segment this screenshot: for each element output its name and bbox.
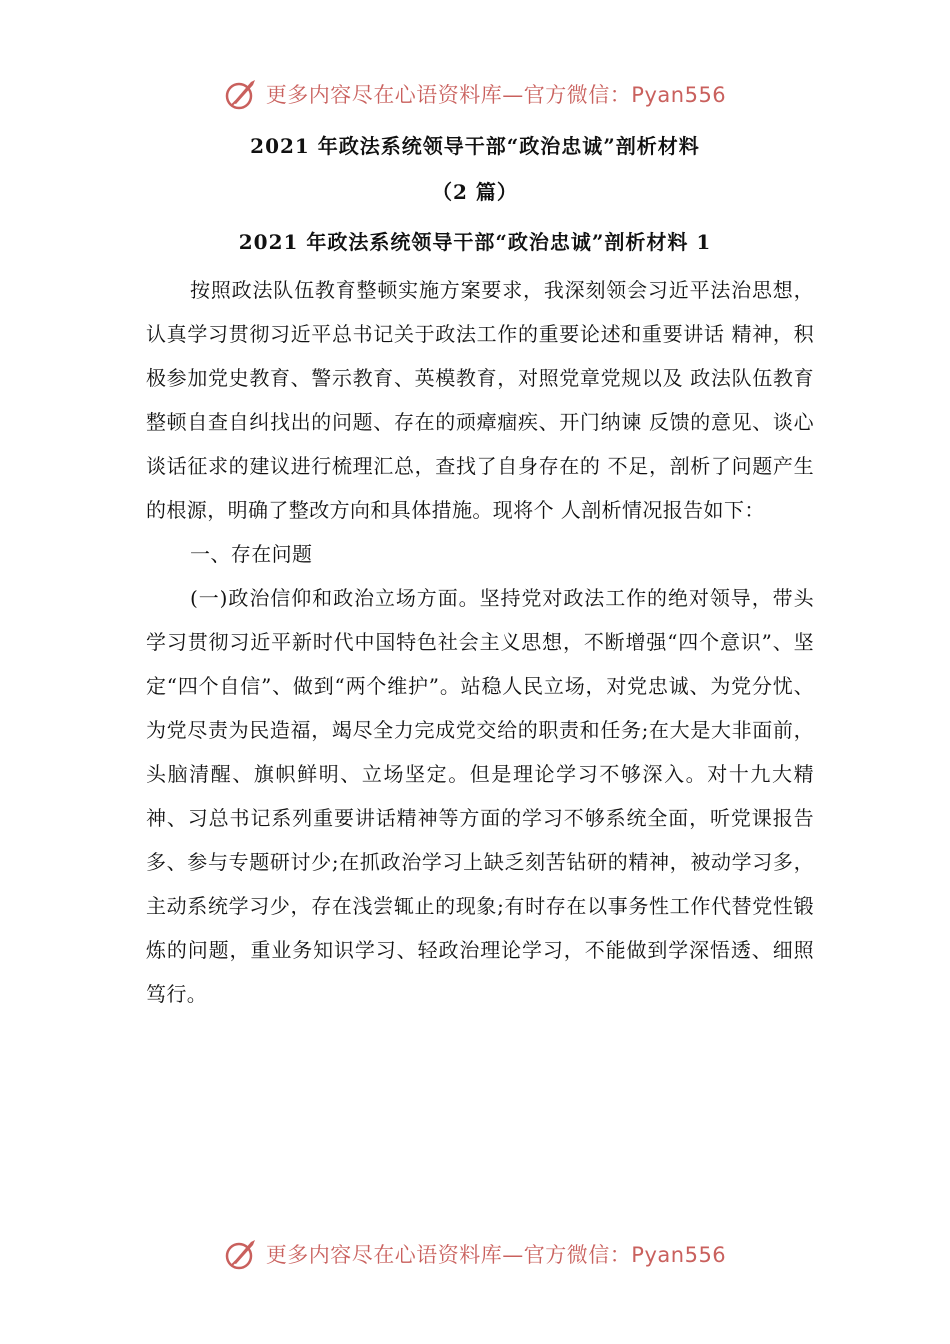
watermark-text: 更多内容尽在心语资料库—官方微信：Pyan556 — [265, 83, 727, 107]
document-subtitle: （2 篇） — [432, 180, 518, 204]
intro-paragraph: 按照政法队伍教育整顿实施方案要求，我深刻领会习近平法治思想，认真学习贯彻习近平总书记关于政法工作的重要论述和重要讲话 精神，积极参加党史教育、警示教育、英模教育，对照党章党规以及 政法队伍教育整顿自查自纠找出的问题、存在的顽瘴痼疾、开门纳谏 反馈的意见、谈心谈话征求的建议进行梳理汇总，查找了自身存在的 不足，剖析了问题产生的根源，明确了整改方向和具体措施。现将个 人剖析情况报告如下： — [146, 278, 814, 522]
document-title: 2021 年政法系统领导干部“政治忠诚”剖析材料 — [250, 134, 700, 158]
body-paragraph: (一)政治信仰和政治立场方面。坚持党对政法工作的绝对领导，带头学习贯彻习近平新时代中国特色社会主义思想，不断增强“四个意识”、坚定“四个自信”、做到“两个维护”。站稳人民立场，对党忠诚、为党分忧、为党尽责为民造福，竭尽全力完成党交给的职责和任务;在大是大非面前，头脑清醒、旗帜鲜明、立场坚定。但是理论学习不够深入。对十九大精神、习总书记系列重要讲话精神等方面的学习不够系统全面，听党课报告多、参与专题研讨少;在抓政治学习上缺乏刻苦钻研的精神，被动学习多，主动系统学习少，存在浅尝辄止的现象;有时存在以事务性工作代替党性锻炼的问题，重业务知识学习、轻政治理论学习，不能做到学深悟透、细照笃行。 — [146, 586, 814, 1006]
watermark-banner-top — [0, 72, 950, 116]
quill-logo-icon — [224, 1236, 260, 1272]
watermark-text: 更多内容尽在心语资料库—官方微信：Pyan556 — [265, 1243, 727, 1267]
quill-logo-icon — [224, 76, 260, 112]
document-body — [146, 268, 814, 1016]
section-heading: 一、存在问题 — [190, 542, 313, 566]
watermark-banner-bottom — [0, 1232, 950, 1276]
article-title: 2021 年政法系统领导干部“政治忠诚”剖析材料 1 — [238, 230, 712, 254]
